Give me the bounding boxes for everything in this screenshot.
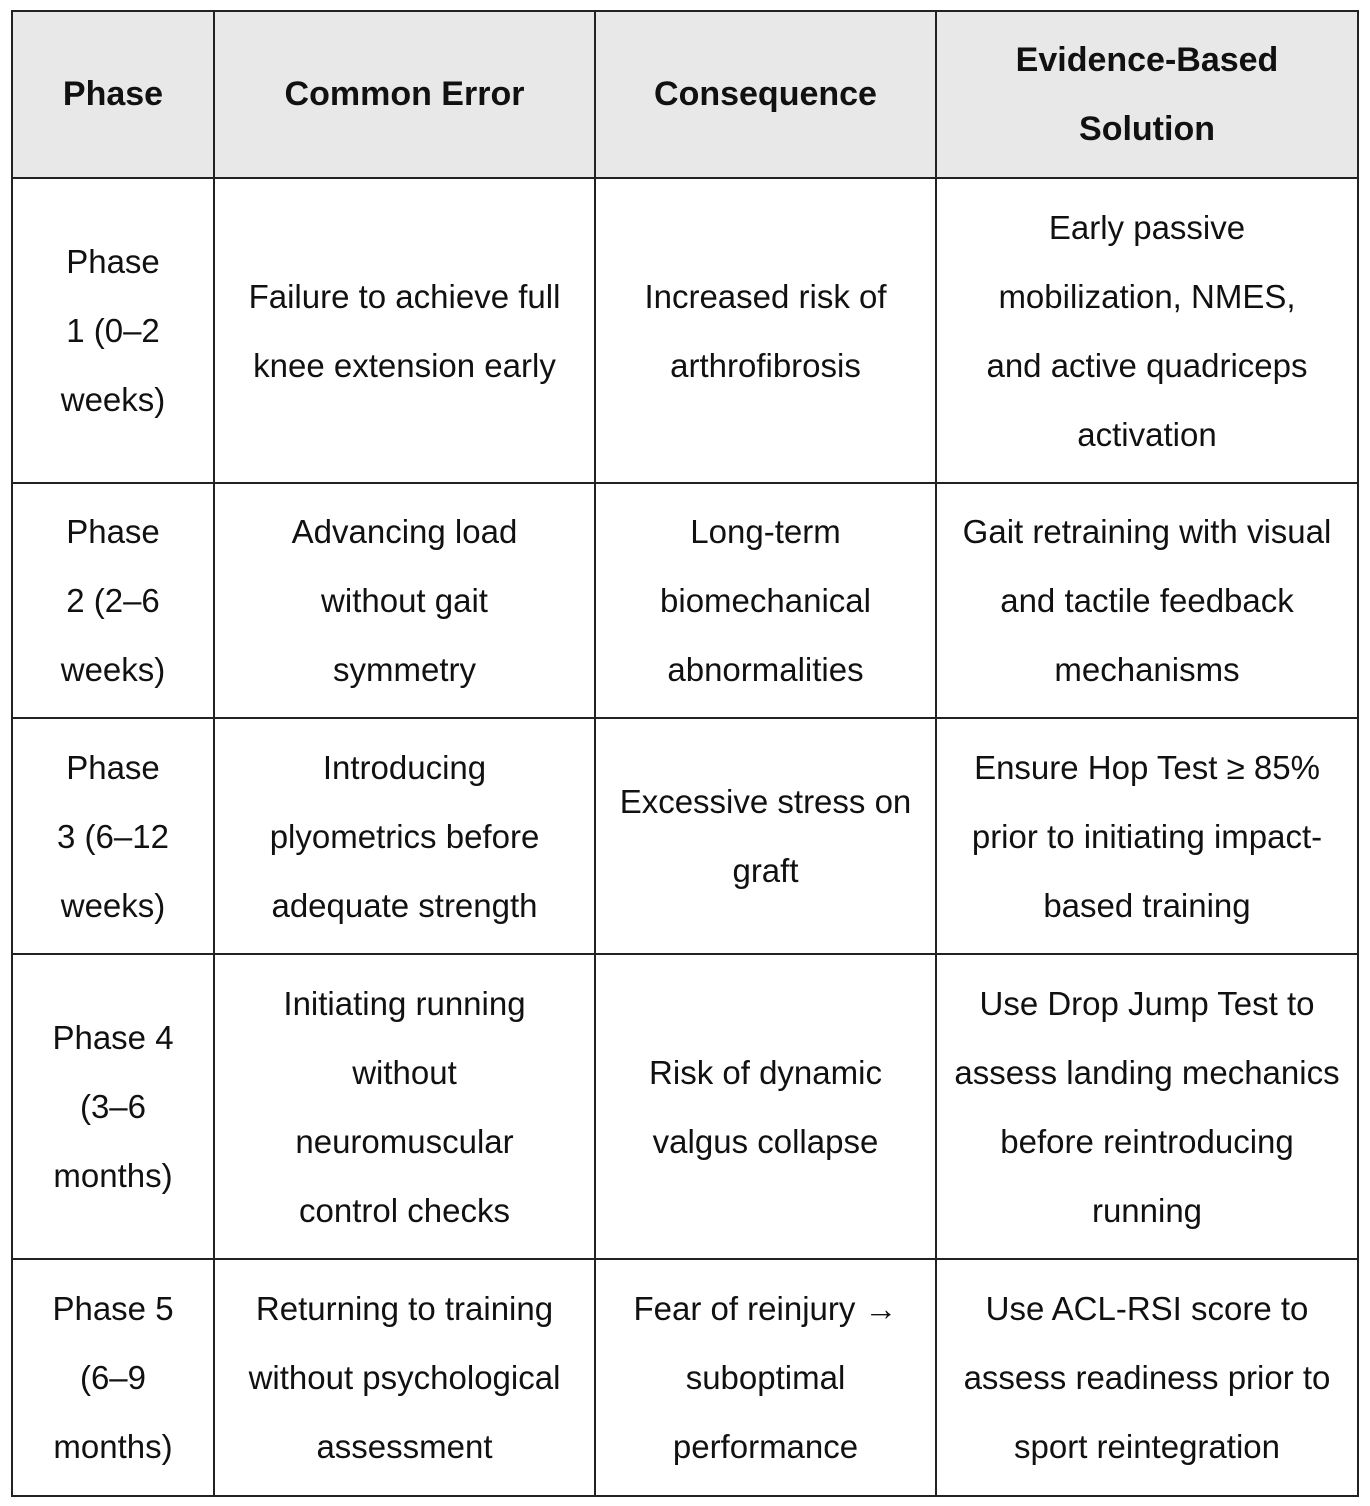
header-common-error: Common Error [214,11,595,178]
header-evidence-based-solution: Evidence-Based Solution [936,11,1358,178]
consequence-cell: Increased risk of arthrofibrosis [595,178,936,483]
consequence-cell: Risk of dynamic valgus collapse [595,954,936,1259]
table-row [12,718,1358,954]
table-row [12,954,1358,1259]
consequence-cell: Fear of reinjury → suboptimal performance [595,1259,936,1496]
consequence-cell: Long-term biomechanical abnormalities [595,483,936,718]
solution-cell: Use Drop Jump Test to assess landing mechanics before reintroducing running [936,954,1358,1259]
phase-cell: Phase 3 (6–12 weeks) [12,718,214,954]
phase-cell: Phase 2 (2–6 weeks) [12,483,214,718]
rehab-errors-table-container [11,10,1359,1497]
table-row [12,1259,1358,1496]
solution-cell: Early passive mobilization, NMES, and active quadriceps activation [936,178,1358,483]
error-cell: Advancing load without gait symmetry [214,483,595,718]
error-cell: Failure to achieve full knee extension early [214,178,595,483]
solution-cell: Ensure Hop Test ≥ 85% prior to initiating impact-based training [936,718,1358,954]
phase-cell: Phase 1 (0–2 weeks) [12,178,214,483]
rehab-errors-table [11,10,1359,1497]
phase-cell: Phase 4 (3–6 months) [12,954,214,1259]
table-row [12,483,1358,718]
consequence-cell: Excessive stress on graft [595,718,936,954]
error-cell: Initiating running without neuromuscular control checks [214,954,595,1259]
solution-cell: Use ACL-RSI score to assess readiness prior to sport reintegration [936,1259,1358,1496]
table-row [12,178,1358,483]
solution-cell: Gait retraining with visual and tactile feedback mechanisms [936,483,1358,718]
header-consequence: Consequence [595,11,936,178]
header-phase: Phase [12,11,214,178]
error-cell: Returning to training without psychological assessment [214,1259,595,1496]
error-cell: Introducing plyometrics before adequate strength [214,718,595,954]
phase-cell: Phase 5 (6–9 months) [12,1259,214,1496]
table-header-row [12,11,1358,178]
